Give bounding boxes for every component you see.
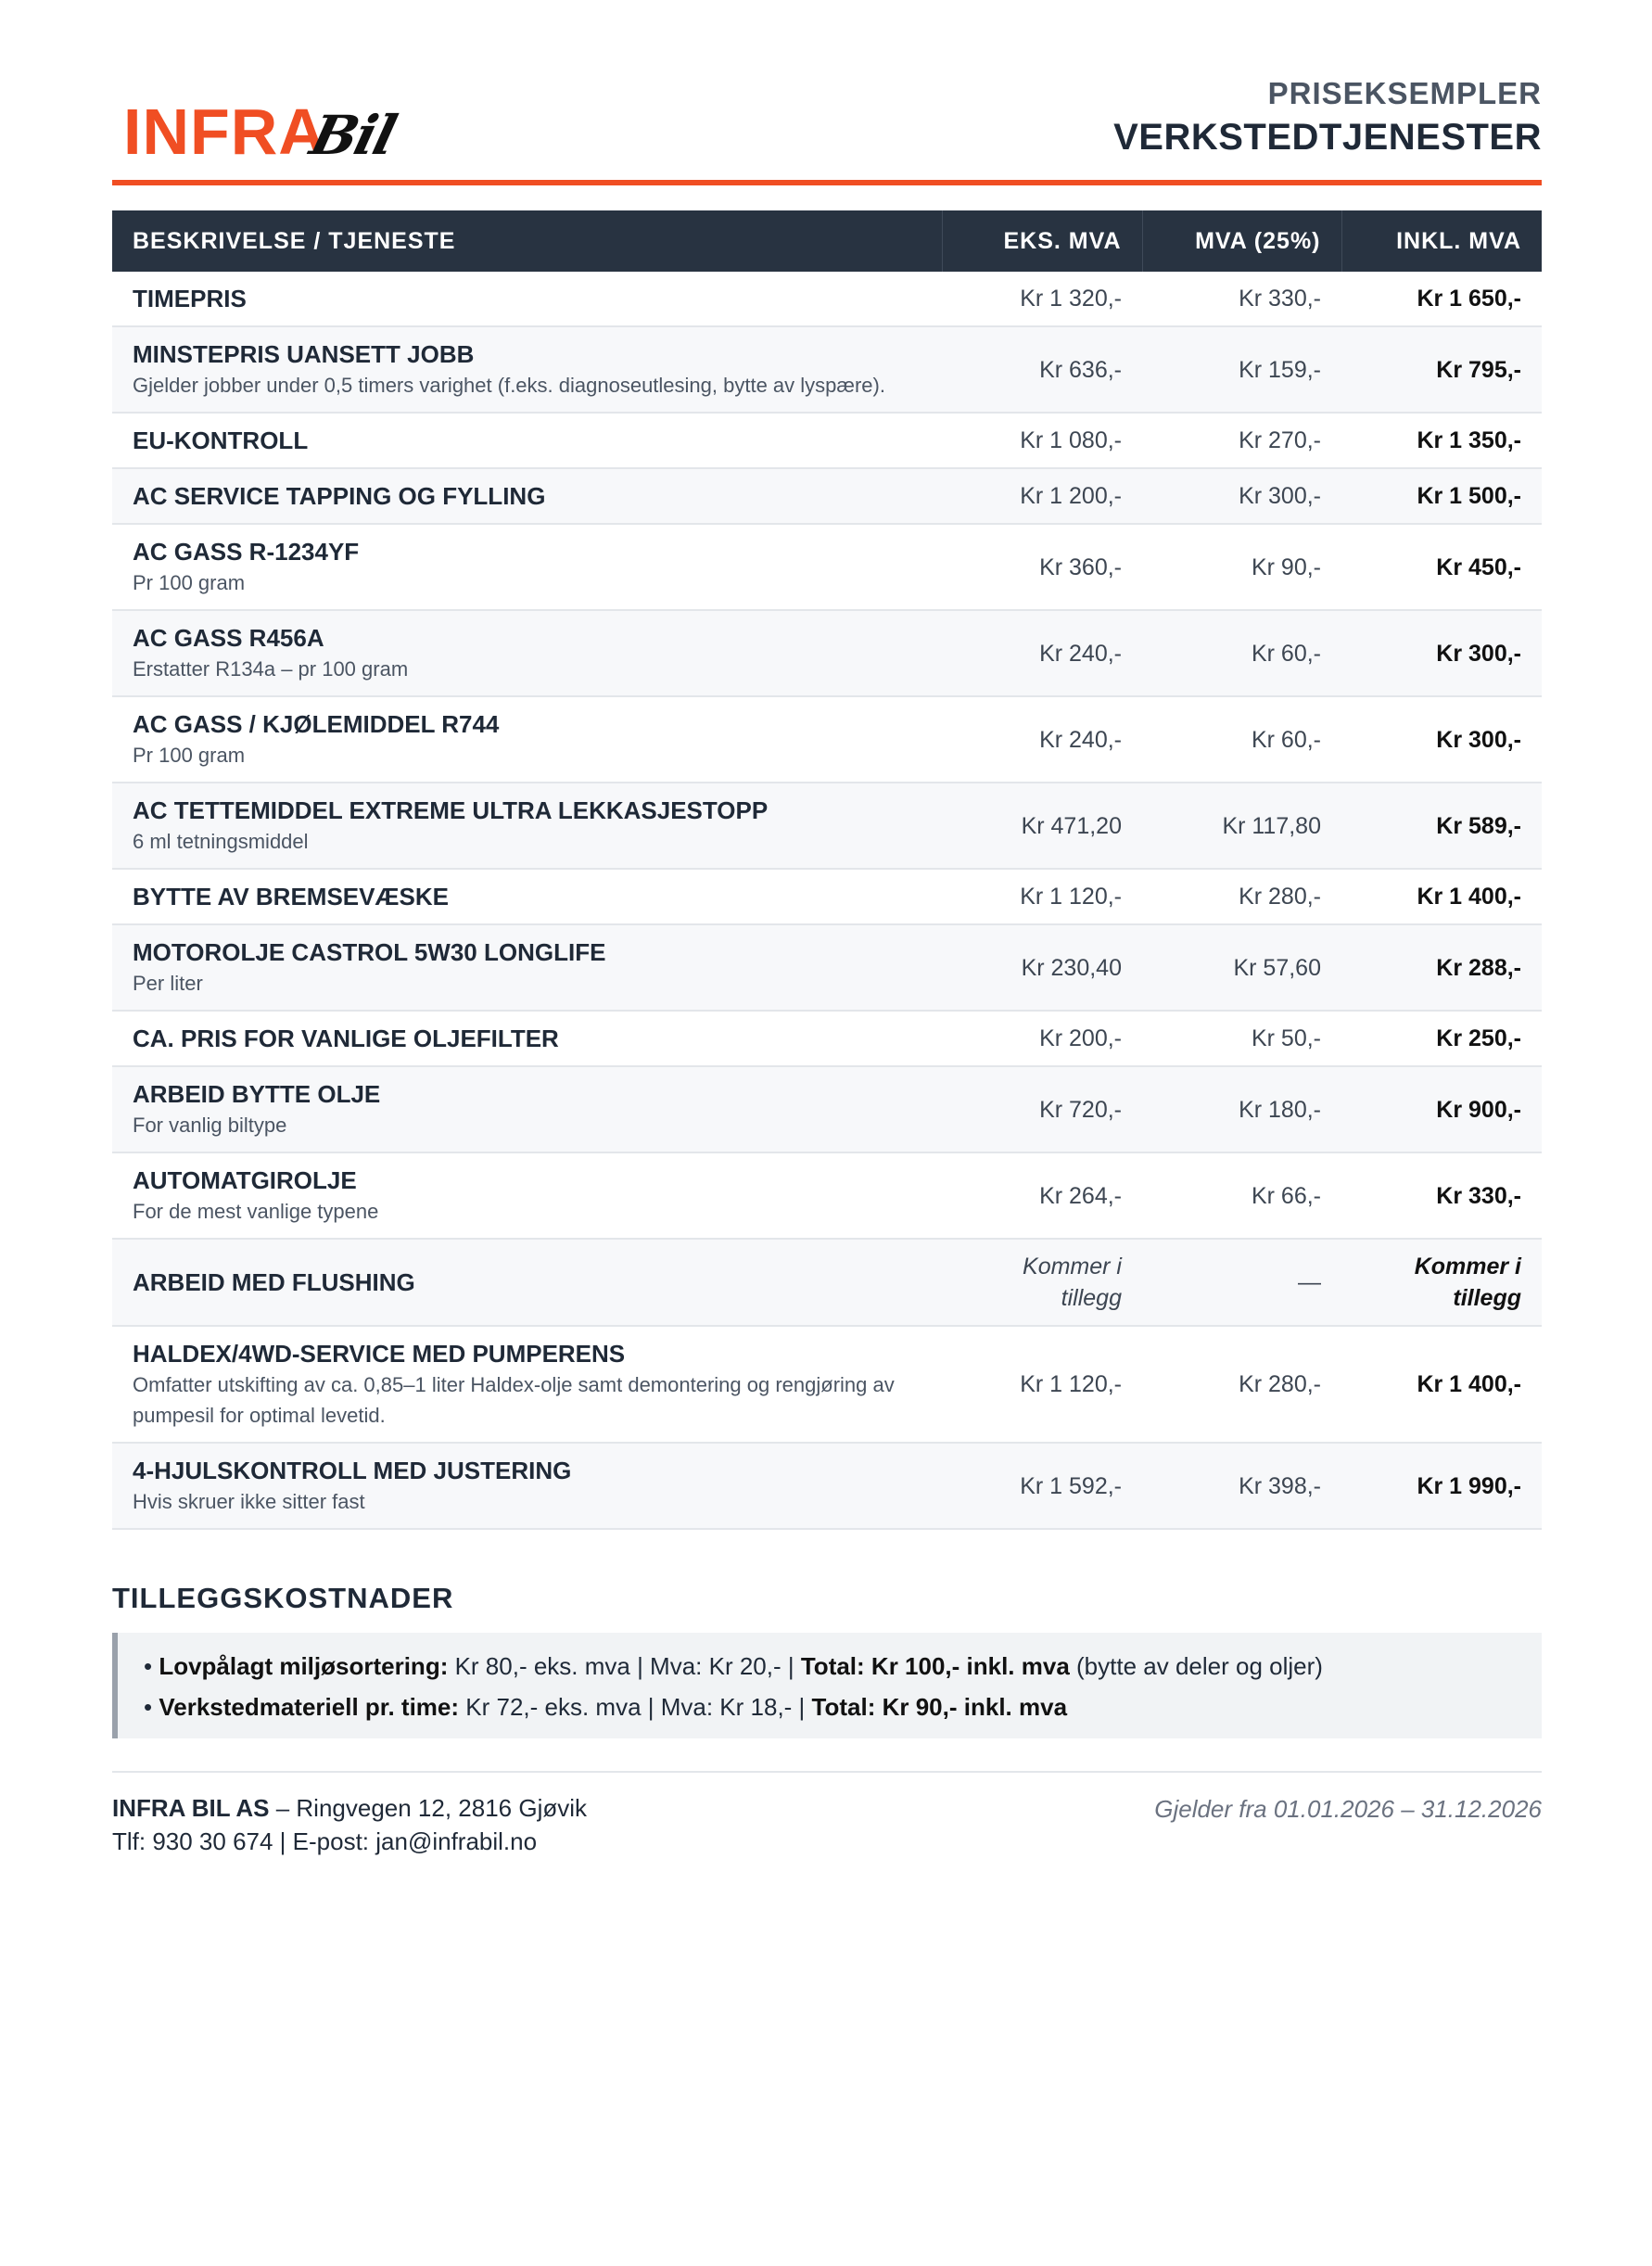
logo-script: Bil xyxy=(304,104,401,167)
price-mva: Kr 50,- xyxy=(1251,1025,1321,1051)
service-title: EU-KONTROLL xyxy=(133,426,309,454)
service-note: Pr 100 gram xyxy=(133,571,246,594)
company-address: – Ringvegen 12, 2816 Gjøvik xyxy=(269,1794,588,1822)
price-eks-mva: Kr 200,- xyxy=(1039,1025,1122,1051)
footer-company-info xyxy=(112,1791,587,1858)
service-cell xyxy=(112,696,942,783)
price-eks-mva: Kr 1 120,- xyxy=(1020,884,1122,910)
document-kicker: PRISEKSEMPLER xyxy=(1267,76,1542,110)
service-cell xyxy=(112,524,942,610)
extras-box xyxy=(112,1633,1542,1738)
price-eks-mva: Kommer i tillegg xyxy=(1023,1254,1122,1311)
extras-item-label: Verkstedmateriell pr. time: xyxy=(159,1693,460,1721)
price-eks-mva: Kr 1 120,- xyxy=(1020,1371,1122,1397)
price-eks-mva: Kr 1 320,- xyxy=(1020,286,1122,312)
table-row xyxy=(112,413,1542,468)
extras-item: • Verkstedmateriell pr. time: Kr 72,- eks. mva | Mva: Kr 18,- | Total: Kr 90,- inkl. mva xyxy=(144,1693,1068,1721)
service-note: For vanlig biltype xyxy=(133,1114,287,1137)
price-eks-mva: Kr 1 200,- xyxy=(1020,483,1122,509)
price-mva: Kr 300,- xyxy=(1239,483,1321,509)
table-row xyxy=(112,1152,1542,1239)
price-eks-mva: Kr 240,- xyxy=(1039,640,1122,667)
price-eks-mva: Kr 1 592,- xyxy=(1020,1472,1122,1499)
price-table-header xyxy=(112,210,1542,272)
service-cell xyxy=(112,1066,942,1152)
service-title: AC GASS R456A xyxy=(133,624,324,652)
service-cell xyxy=(112,272,942,326)
column-header-eks-mva: EKS. MVA xyxy=(942,210,1142,272)
price-mva: Kr 159,- xyxy=(1239,356,1321,383)
price-table xyxy=(112,210,1542,1530)
price-inkl-mva: Kommer i tillegg xyxy=(1414,1254,1521,1311)
extras-item-detail: Kr 72,- eks. mva | Mva: Kr 18,- | xyxy=(459,1693,812,1721)
price-mva: Kr 60,- xyxy=(1251,640,1321,667)
table-row xyxy=(112,783,1542,869)
price-inkl-mva: Kr 1 400,- xyxy=(1417,1371,1521,1397)
service-cell xyxy=(112,1443,942,1529)
footer-divider xyxy=(112,1771,1542,1773)
column-header-inkl-mva: INKL. MVA xyxy=(1341,210,1542,272)
table-row xyxy=(112,272,1542,326)
price-eks-mva: Kr 264,- xyxy=(1039,1182,1122,1209)
service-note: Gjelder jobber under 0,5 timers varighet (f.eks. diagnoseutlesing, bytte av lyspære). xyxy=(133,374,885,397)
price-mva: Kr 57,60 xyxy=(1233,954,1321,981)
price-mva: Kr 66,- xyxy=(1251,1182,1321,1209)
service-note: Omfatter utskifting av ca. 0,85–1 liter Haldex-olje samt demontering og rengjøring av pumpesil for optimal levetid. xyxy=(133,1373,895,1427)
table-row xyxy=(112,1239,1542,1326)
table-row xyxy=(112,524,1542,610)
price-inkl-mva: Kr 330,- xyxy=(1436,1182,1521,1209)
logo-wordmark: INFRA xyxy=(123,95,326,168)
service-cell xyxy=(112,1152,942,1239)
price-inkl-mva: Kr 300,- xyxy=(1436,726,1521,753)
table-row xyxy=(112,1066,1542,1152)
column-header-description: BESKRIVELSE / TJENESTE xyxy=(112,210,942,272)
footer-address-line xyxy=(112,1791,587,1825)
price-eks-mva: Kr 636,- xyxy=(1039,356,1122,383)
price-table-body xyxy=(112,272,1542,1529)
service-cell xyxy=(112,326,942,413)
price-mva: Kr 180,- xyxy=(1239,1096,1321,1123)
price-inkl-mva: Kr 300,- xyxy=(1436,640,1521,667)
price-eks-mva: Kr 360,- xyxy=(1039,554,1122,580)
price-inkl-mva: Kr 1 350,- xyxy=(1417,427,1521,453)
service-title: MOTOROLJE CASTROL 5W30 LONGLIFE xyxy=(133,938,606,966)
price-inkl-mva: Kr 900,- xyxy=(1436,1096,1521,1123)
service-title: AUTOMATGIROLJE xyxy=(133,1166,357,1194)
price-mva: Kr 117,80 xyxy=(1222,812,1321,839)
service-cell xyxy=(112,1011,942,1066)
price-mva: Kr 60,- xyxy=(1251,726,1321,753)
service-title: AC SERVICE TAPPING OG FYLLING xyxy=(133,482,546,510)
price-inkl-mva: Kr 450,- xyxy=(1436,554,1521,580)
price-inkl-mva: Kr 1 650,- xyxy=(1417,286,1521,312)
table-row xyxy=(112,326,1542,413)
extras-item: • Lovpålagt miljøsortering: Kr 80,- eks. mva | Mva: Kr 20,- | Total: Kr 100,- inkl. mva (bytte av deler og oljer) xyxy=(144,1652,1323,1680)
service-title: AC GASS / KJØLEMIDDEL R744 xyxy=(133,710,500,738)
service-title: AC TETTEMIDDEL EXTREME ULTRA LEKKASJESTOPP xyxy=(133,796,769,824)
price-eks-mva: Kr 1 080,- xyxy=(1020,427,1122,453)
service-title: TIMEPRIS xyxy=(133,285,247,312)
service-title: AC GASS R-1234YF xyxy=(133,538,360,566)
service-note: 6 ml tetningsmiddel xyxy=(133,830,309,853)
table-row xyxy=(112,610,1542,696)
service-title: HALDEX/4WD-SERVICE MED PUMPERENS xyxy=(133,1340,626,1368)
company-name: INFRA BIL AS xyxy=(112,1794,270,1822)
table-row xyxy=(112,1443,1542,1529)
service-title: MINSTEPRIS UANSETT JOBB xyxy=(133,340,475,368)
price-mva: — xyxy=(1298,1269,1321,1295)
service-note: Erstatter R134a – pr 100 gram xyxy=(133,657,409,681)
service-note: For de mest vanlige typene xyxy=(133,1200,379,1223)
extras-item-detail: Kr 80,- eks. mva | Mva: Kr 20,- | xyxy=(448,1652,801,1680)
service-note: Pr 100 gram xyxy=(133,744,246,767)
price-inkl-mva: Kr 1 500,- xyxy=(1417,483,1521,509)
table-row xyxy=(112,869,1542,924)
service-title: 4-HJULSKONTROLL MED JUSTERING xyxy=(133,1457,572,1484)
extras-title: TILLEGGSKOSTNADER xyxy=(112,1582,454,1614)
service-note: Hvis skruer ikke sitter fast xyxy=(133,1490,365,1513)
price-eks-mva: Kr 720,- xyxy=(1039,1096,1122,1123)
column-header-mva: MVA (25%) xyxy=(1142,210,1341,272)
price-inkl-mva: Kr 1 990,- xyxy=(1417,1472,1521,1499)
service-cell xyxy=(112,610,942,696)
service-title: CA. PRIS FOR VANLIGE OLJEFILTER xyxy=(133,1025,559,1052)
price-eks-mva: Kr 230,40 xyxy=(1021,954,1122,981)
service-note: Per liter xyxy=(133,972,203,995)
price-mva: Kr 398,- xyxy=(1239,1472,1321,1499)
company-contact: Tlf: 930 30 674 | E-post: jan@infrabil.no xyxy=(112,1827,538,1855)
document-header xyxy=(112,65,1542,185)
service-title: BYTTE AV BREMSEVÆSKE xyxy=(133,883,449,910)
price-mva: Kr 330,- xyxy=(1239,286,1321,312)
table-row xyxy=(112,924,1542,1011)
service-cell xyxy=(112,924,942,1011)
document-title: VERKSTEDTJENESTER xyxy=(1113,117,1542,158)
price-mva: Kr 280,- xyxy=(1239,1371,1321,1397)
table-row xyxy=(112,1011,1542,1066)
extras-item-total: Total: Kr 100,- inkl. mva xyxy=(800,1652,1070,1680)
price-eks-mva: Kr 471,20 xyxy=(1021,812,1122,839)
price-inkl-mva: Kr 589,- xyxy=(1436,812,1521,839)
service-cell xyxy=(112,1239,942,1326)
price-inkl-mva: Kr 795,- xyxy=(1436,356,1521,383)
price-inkl-mva: Kr 288,- xyxy=(1436,954,1521,981)
service-cell xyxy=(112,1326,942,1443)
service-cell xyxy=(112,869,942,924)
service-cell xyxy=(112,783,942,869)
validity-period: Gjelder fra 01.01.2026 – 31.12.2026 xyxy=(1154,1795,1542,1823)
extras-item-note: (bytte av deler og oljer) xyxy=(1069,1652,1323,1680)
table-row xyxy=(112,1326,1542,1443)
service-title: ARBEID BYTTE OLJE xyxy=(133,1080,381,1108)
price-eks-mva: Kr 240,- xyxy=(1039,726,1122,753)
table-row xyxy=(112,696,1542,783)
extras-item-label: Lovpålagt miljøsortering: xyxy=(159,1652,449,1680)
price-mva: Kr 280,- xyxy=(1239,884,1321,910)
table-row xyxy=(112,468,1542,524)
extras-item-total: Total: Kr 90,- inkl. mva xyxy=(811,1693,1068,1721)
service-title: ARBEID MED FLUSHING xyxy=(133,1268,415,1296)
price-mva: Kr 90,- xyxy=(1251,554,1321,580)
service-cell xyxy=(112,413,942,468)
price-mva: Kr 270,- xyxy=(1239,427,1321,453)
price-inkl-mva: Kr 1 400,- xyxy=(1417,884,1521,910)
price-inkl-mva: Kr 250,- xyxy=(1436,1025,1521,1051)
service-cell xyxy=(112,468,942,524)
